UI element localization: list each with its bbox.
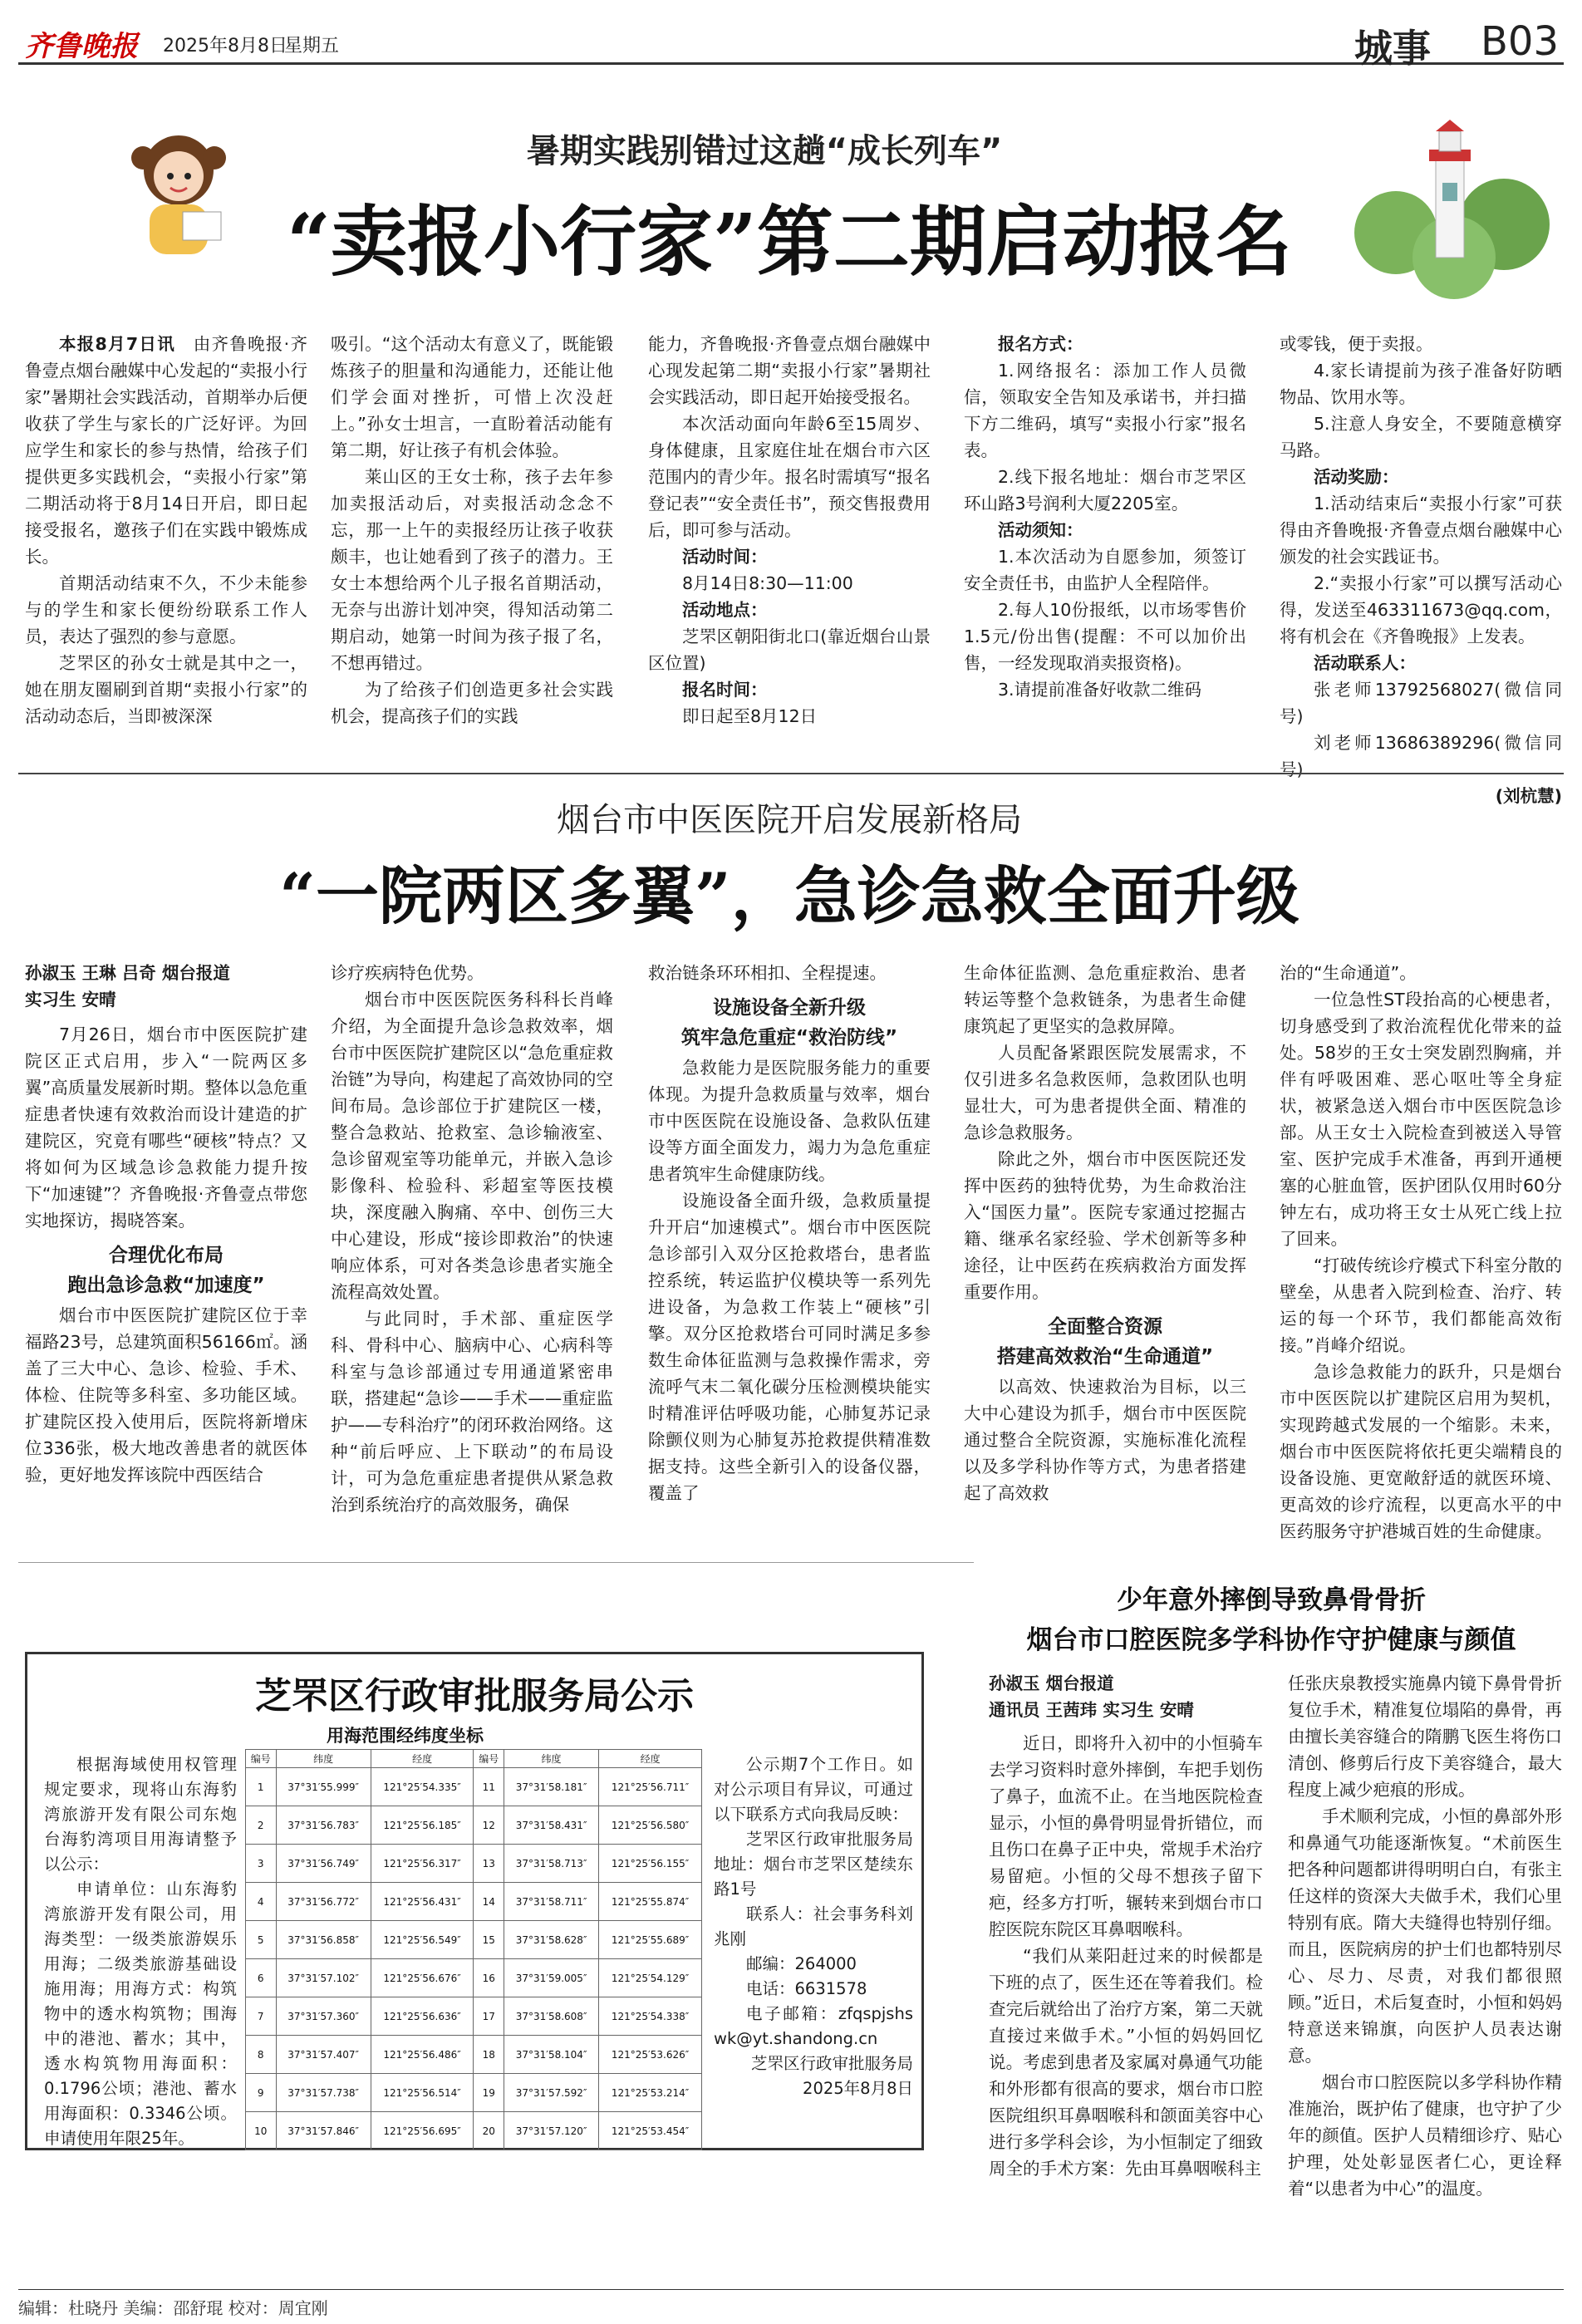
table-cell: 8: [246, 2036, 277, 2074]
article2-para: 急救能力是医院服务能力的重要体现。为提升急救质量与效率，烟台市中医医院在设施设备、急救队伍建设等方面全面发力，竭力为急危重症患者筑牢生命健康防线。: [648, 1058, 931, 1184]
table-row: [246, 1921, 702, 1959]
article1-para: 为了给孩子们创造更多社会实践机会，提高孩子们的实践: [331, 680, 613, 726]
table-cell: 4: [246, 1883, 277, 1921]
table-cell: 13: [474, 1845, 504, 1883]
article3-byline: 孙淑玉 烟台报道: [989, 1673, 1114, 1693]
table-cell: 18: [474, 2036, 504, 2074]
article3-para: 任张庆泉教授实施鼻内镜下鼻骨骨折复位手术，精准复位塌陷的鼻骨，再由擅长美容缝合的隋鹏飞医生将伤口清创、修剪后行皮下美容缝合，最大程度上减少疤痕的形成。: [1288, 1673, 1562, 1800]
table-cell: 37°31′58.104″: [504, 2036, 598, 2074]
article1-para: 芝罘区朝阳街北口(靠近烟台山景区位置): [648, 626, 931, 673]
article2-byline: 孙淑玉 王琳 吕奇 烟台报道: [25, 963, 230, 983]
table-row: [246, 2074, 702, 2112]
article1-para: 1.本次活动为自愿参加，须签订安全责任书，由监护人全程陪伴。: [964, 547, 1246, 593]
table-row: [246, 1997, 702, 2036]
article1-para: 1.网络报名：添加工作人员微信，领取安全告知及承诺书，并扫描下方二维码，填写“卖报小行家”报名表。: [964, 361, 1246, 460]
table-cell: 121°25′56.636″: [371, 1997, 474, 2036]
table-cell: 121°25′56.695″: [371, 2112, 474, 2150]
article2-para: 设施设备全面升级，急救质量提升开启“加速模式”。烟台市中医医院急诊部引入双分区抢救塔台，患者监控系统，转运监护仪模块等一系列先进设备，为急救工作装上“硬核”引擎。双分区抢救塔台可同时满足多参数生命体征监测与急救操作需求，旁流呼气末二氧化碳分压检测模块能实时精准评估呼吸功能，心肺复苏记录除颤仪则为心肺复苏抢救提供精准数据支持。这些全新引入的设备仪器，覆盖了: [648, 1191, 931, 1503]
article1-para: 3.请提前准备好收款二维码: [998, 680, 1202, 700]
article1-para: 即日起至8月12日: [682, 706, 818, 726]
table-cell: 37°31′58.713″: [504, 1845, 598, 1883]
notice-para: 电话：6631578: [746, 1979, 867, 1998]
article3-para: “我们从莱阳赶过来的时候都是下班的点了，医生还在等着我们。检查完后就给出了治疗方案，第二天就直接过来做手术。”小恒的妈妈回忆说。考虑到患者及家属对鼻通气功能和外形都有很高的要求，烟台市口腔医院组织耳鼻咽喉科和颌面美容中心进行多学科会诊，为小恒制定了细致周全的手术方案：先由耳鼻咽喉科主: [989, 1946, 1263, 2179]
article1-para: 张老师13792568027(微信同号): [1280, 680, 1562, 726]
article2-subhead: 合理优化布局: [109, 1245, 224, 1266]
table-row: [246, 1806, 702, 1845]
article1-column-5: [1280, 331, 1562, 806]
table-cell: 37°31′58.431″: [504, 1806, 598, 1845]
editor-credits: 编辑：杜晓丹 美编：邵舒琨 校对：周宜刚: [18, 2298, 328, 2318]
section-divider: [18, 1562, 974, 1563]
article3-para: 近日，即将升入初中的小恒骑车去学习资料时意外摔倒，车把手划伤了鼻子，血流不止。在当地医院检查显示，小恒的鼻骨明显骨折错位，而且伤口在鼻子正中央，常规手术治疗易留疤。小恒的父母不想孩子留下疤，经多方打听，辗转来到烟台市口腔医院东院区耳鼻咽喉科。: [989, 1733, 1263, 1939]
table-cell: 37°31′56.783″: [276, 1806, 371, 1845]
article2-title: “一院两区多翼”，急诊急救全面升级: [279, 859, 1300, 933]
article1-para: 2.“卖报小行家”可以撰写活动心得，发送至463311673@qq.com，将有机会在《齐鲁晚报》上发表。: [1280, 573, 1562, 646]
table-cell: 37°31′57.102″: [276, 1959, 371, 1997]
notice-date: 2025年8月8日: [803, 2079, 913, 2098]
table-row: [246, 1768, 702, 1806]
public-notice-box: [25, 1652, 924, 2150]
article2-para: 7月26日，烟台市中医医院扩建院区正式启用，步入“一院两区多翼”高质量发展新时期。整体以急危重症患者快速有效救治而设计建造的扩建院区，究竟有哪些“硬核”特点？又将如何为区域急诊急救能力提升按下“加速键”？齐鲁晚报·齐鲁壹点带您实地探访，揭晓答案。: [25, 1024, 307, 1231]
notice-para: 电子邮箱：zfqspjshswk@yt.shandong.cn: [714, 2004, 913, 2048]
lighthouse-illustration: [1363, 116, 1537, 283]
table-cell: 121°25′56.549″: [371, 1921, 474, 1959]
table-cell: 121°25′56.317″: [371, 1845, 474, 1883]
article2-para: 除此之外，烟台市中医医院还发挥中医药的独特优势，为生命救治注入“国医力量”。医院专家通过挖掘古籍、继承名家经验、学术创新等多种途径，让中医药在疾病救治方面发挥重要作用。: [964, 1149, 1246, 1302]
table-cell: 12: [474, 1806, 504, 1845]
article2-byline: 实习生 安晴: [25, 990, 116, 1010]
article1-para: 8月14日8:30—11:00: [682, 573, 853, 593]
article2-column-3: [648, 960, 931, 1558]
notice-table-title: 用海范围经纬度坐标: [327, 1726, 484, 1746]
article2-kicker: 烟台市中医医院开启发展新格局: [557, 801, 1022, 839]
table-cell: 3: [246, 1845, 277, 1883]
masthead: [18, 18, 1564, 71]
table-cell: 16: [474, 1959, 504, 1997]
notice-para: 邮编：264000: [746, 1954, 857, 1973]
notice-para: 芝罘区行政审批服务局地址：烟台市芝罘区楚续东路1号: [714, 1830, 913, 1899]
article2-para: 治的“生命通道”。: [1280, 963, 1417, 983]
notice-right-text: [714, 1752, 913, 2143]
table-header-cell: 纬度: [276, 1750, 371, 1768]
article2-para: 与此同时，手术部、重症医学科、骨科中心、脑病中心、心病科等科室与急诊部通过专用通道紧密串联，搭建起“急诊——手术——重症监护——专科治疗”的闭环救治网络。这种“前后呼应、上下联动”的布局设计，可为急危重症患者提供从紧急救治到系统治疗的高效服务，确保: [331, 1309, 613, 1515]
table-cell: 19: [474, 2074, 504, 2112]
article3-column-1: [989, 1670, 1263, 2285]
table-cell: 121°25′56.514″: [371, 2074, 474, 2112]
table-cell: 37°31′58.608″: [504, 1997, 598, 2036]
girl-illustration: [125, 125, 233, 258]
table-cell: 37°31′57.738″: [276, 2074, 371, 2112]
article2-para: 人员配备紧跟医院发展需求，不仅引进多名急救医师，急救团队也明显壮大，可为患者提供全面、精准的急诊急救服务。: [964, 1043, 1246, 1142]
article2-para: 急诊急救能力的跃升，只是烟台市中医医院以扩建院区启用为契机，实现跨越式发展的一个缩影。未来，烟台市中医医院将依托更尖端精良的设备设施、更宽敞舒适的就医环境、更高效的诊疗流程，以更高水平的中医药服务守护港城百姓的生命健康。: [1280, 1362, 1562, 1541]
article1-para: 芝罘区的孙女士就是其中之一，她在朋友圈刷到首期“卖报小行家”的活动动态后，当即被深深: [25, 653, 307, 726]
article1-column-4: [964, 331, 1246, 763]
table-cell: 6: [246, 1959, 277, 1997]
article2-column-1: [25, 960, 307, 1558]
article1-author: (刘杭慧): [1495, 786, 1562, 806]
table-header-cell: 编号: [474, 1750, 504, 1768]
table-cell: 10: [246, 2112, 277, 2150]
table-cell: 37°31′57.120″: [504, 2112, 598, 2150]
section-name: 城事: [1354, 26, 1431, 71]
article1-para: 能力，齐鲁晚报·齐鲁壹点烟台融媒中心现发起第二期“卖报小行家”暑期社会实践活动，即日起开始接受报名。: [648, 334, 931, 407]
article3-para: 烟台市口腔医院以多学科协作精准施治，既护佑了健康，也守护了少年的颜值。医护人员精细诊疗、贴心护理，处处彰显医者仁心，更诠释着“以患者为中心”的温度。: [1288, 2072, 1562, 2199]
table-cell: 121°25′56.486″: [371, 2036, 474, 2074]
article3-kicker: 少年意外摔倒导致鼻骨骨折: [1117, 1585, 1426, 1615]
table-cell: 121°25′56.580″: [599, 1806, 702, 1845]
section-divider: [18, 773, 1564, 774]
table-cell: 37°31′58.711″: [504, 1883, 598, 1921]
article1-subhead: 活动时间：: [682, 547, 768, 567]
notice-title: 芝罘区行政审批服务局公示: [255, 1675, 694, 1717]
table-cell: 17: [474, 1997, 504, 2036]
article1-column-1: [25, 331, 307, 763]
article3-title: 烟台市口腔医院多学科协作守护健康与颜值: [1026, 1625, 1516, 1655]
issue-date: 2025年8月8日: [163, 36, 287, 57]
article2-subhead: 搭建高效救治“生命通道”: [996, 1346, 1214, 1368]
table-cell: 121°25′56.155″: [599, 1845, 702, 1883]
table-row: [246, 2112, 702, 2150]
notice-left-text: [44, 1752, 237, 2148]
article2-para: “打破传统诊疗模式下科室分散的壁垒，从患者入院到检查、治疗、转运的每一个环节，我们都能高效衔接。”肖峰介绍说。: [1280, 1255, 1562, 1355]
table-cell: 9: [246, 2074, 277, 2112]
coordinates-table-body: [246, 1768, 702, 2150]
page-number: B03: [1480, 18, 1559, 65]
newspaper-logo: 齐鲁晚报: [25, 30, 138, 63]
table-row: [246, 1845, 702, 1883]
article2-para: 一位急性ST段抬高的心梗患者，切身感受到了救治流程优化带来的益处。58岁的王女士突发剧烈胸痛，并伴有呼吸困难、恶心呕吐等全身症状，被紧急送入烟台市中医医院急诊部。从王女士入院检查到被送入导管室、医护完成手术准备，再到开通梗塞的心脏血管，医护团队仅用时60分钟左右，成功将王女士从死亡线上拉了回来。: [1280, 990, 1562, 1249]
article1-subhead: 活动地点：: [682, 600, 768, 620]
notice-para: 公示期7个工作日。如对公示项目有异议，可通过以下联系方式向我局反映：: [714, 1755, 913, 1824]
table-cell: 20: [474, 2112, 504, 2150]
article1-subhead: 报名方式：: [998, 334, 1083, 354]
table-cell: 37°31′58.181″: [504, 1768, 598, 1806]
table-cell: 37°31′57.360″: [276, 1997, 371, 2036]
table-cell: 121°25′56.431″: [371, 1883, 474, 1921]
table-cell: 121°25′55.689″: [599, 1921, 702, 1959]
article2-para: 以高效、快速救治为目标，以三大中心建设为抓手，烟台市中医医院通过整合全院资源，实施标准化流程以及多学科协作等方式，为患者搭建起了高效救: [964, 1377, 1246, 1503]
table-cell: 2: [246, 1806, 277, 1845]
article2-para: 生命体征监测、急危重症救治、患者转运等整个急救链条，为患者生命健康筑起了更坚实的急救屏障。: [964, 963, 1246, 1036]
article2-subhead: 筑牢急危重症“救治防线”: [680, 1027, 898, 1049]
table-cell: 37°31′59.005″: [504, 1959, 598, 1997]
article1-subhead: 活动须知：: [998, 520, 1083, 540]
article1-para: 莱山区的王女士称，孩子去年参加卖报活动后，对卖报活动念念不忘，那一上午的卖报经历让孩子收获颇丰，也让她看到了孩子的潜力。王女士本想给两个儿子报名首期活动，无奈与出游计划冲突，得知活动第二期启动，她第一时间为孩子报了名，不想再错过。: [331, 467, 613, 673]
issue-weekday: 星期五: [284, 36, 340, 57]
notice-para: 联系人：社会事务科刘兆刚: [714, 1904, 913, 1948]
article3-column-2: [1288, 1670, 1562, 2285]
article1-title: “卖报小行家”第二期启动报名: [287, 197, 1292, 287]
table-cell: 37°31′57.592″: [504, 2074, 598, 2112]
article2-subhead: 全面整合资源: [1048, 1316, 1162, 1338]
article2-subhead: 跑出急诊急救“加速度”: [67, 1275, 265, 1296]
article3-para: 手术顺利完成，小恒的鼻部外形和鼻通气功能逐渐恢复。“术前医生把各种问题都讲得明明白白，有张主任这样的资深大夫做手术，我们心里特别有底。隋大夫缝得也特别仔细。而且，医院病房的护士们也都特别尽心、尽力、尽责，对我们都很照顾。”近日，术后复查时，小恒和妈妈特意送来锦旗，向医护人员表达谢意。: [1288, 1806, 1562, 2066]
article1-para: 5.注意人身安全，不要随意横穿马路。: [1280, 414, 1562, 460]
article1-subhead: 活动联系人：: [1314, 653, 1416, 673]
notice-signature: 芝罘区行政审批服务局: [750, 2054, 913, 2073]
table-cell: 15: [474, 1921, 504, 1959]
article2-para: 救治链条环环相扣、全程提速。: [648, 963, 887, 983]
article1-column-3: [648, 331, 931, 763]
footer-divider: [18, 2289, 1564, 2290]
article2-subhead: 设施设备全新升级: [713, 997, 866, 1019]
table-cell: 37°31′55.999″: [276, 1768, 371, 1806]
article1-para: 本报8月7日讯 由齐鲁晚报·齐鲁壹点烟台融媒中心发起的“卖报小行家”暑期社会实践活动，首期举办后便收获了学生与家长的广泛好评。为回应学生和家长的参与热情，给孩子们提供更多实践机会，“卖报小行家”第二期活动将于8月14日开启，即日起接受报名，邀孩子们在实践中锻炼成长。: [25, 334, 307, 567]
table-cell: 121°25′54.338″: [599, 1997, 702, 2036]
table-row: [246, 2036, 702, 2074]
article2-para: 烟台市中医医院扩建院区位于幸福路23号，总建筑面积56166㎡。涵盖了三大中心、急诊、检验、手术、体检、住院等多科室、多功能区域。扩建院区投入使用后，医院将新增床位336张，极大地改善患者的就医体验，更好地发挥该院中西医结合: [25, 1305, 307, 1485]
article1-kicker: 暑期实践别错过这趟“成长列车”: [526, 132, 1003, 170]
table-header-row: [246, 1750, 702, 1768]
article1-subhead: 报名时间：: [682, 680, 768, 700]
table-cell: 121°25′56.676″: [371, 1959, 474, 1997]
article1-para: 2.线下报名地址：烟台市芝罘区环山路3号润利大厦2205室。: [964, 467, 1246, 513]
table-cell: 37°31′56.772″: [276, 1883, 371, 1921]
article1-para: 吸引。“这个活动太有意义了，既能锻炼孩子的胆量和沟通能力，还能让他们学会面对挫折，可惜上次没赶上。”孙女士坦言，一直盼着活动能有第二期，好让孩子有机会体验。: [331, 334, 613, 460]
notice-para: 申请单位：山东海豹湾旅游开发有限公司，用海类型：一级类旅游娱乐用海；二级类旅游基础设施用海；用海方式：构筑物中的透水构筑物；围海中的港池、蓄水；其中，透水构筑物用海面积：0.1796公顷；港池、蓄水用海面积：0.3346公顷。申请使用年限25年。: [44, 1879, 237, 2148]
table-cell: 14: [474, 1883, 504, 1921]
table-cell: 1: [246, 1768, 277, 1806]
table-header-cell: 经度: [371, 1750, 474, 1768]
article2-column-5: [1280, 960, 1562, 1558]
table-cell: 37°31′57.846″: [276, 2112, 371, 2150]
article1-para: 2.每人10份报纸，以市场零售价1.5元/份出售(提醒：不可以加价出售，一经发现取消卖报资格)。: [964, 600, 1246, 673]
article1-column-2: [331, 331, 613, 763]
article2-column-2: [331, 960, 613, 1558]
table-cell: 121°25′53.454″: [599, 2112, 702, 2150]
table-cell: 121°25′54.129″: [599, 1959, 702, 1997]
article1-subhead: 活动奖励：: [1314, 467, 1399, 487]
table-row: [246, 1883, 702, 1921]
table-cell: 121°25′56.711″: [599, 1768, 702, 1806]
table-cell: 5: [246, 1921, 277, 1959]
table-header-cell: 编号: [246, 1750, 277, 1768]
table-cell: 37°31′57.407″: [276, 2036, 371, 2074]
table-row: [246, 1959, 702, 1997]
table-cell: 121°25′53.626″: [599, 2036, 702, 2074]
table-cell: 121°25′54.335″: [371, 1768, 474, 1806]
article3-byline: 通讯员 王茜玮 实习生 安晴: [989, 1700, 1194, 1720]
article1-para: 刘老师13686389296(微信同号): [1280, 733, 1562, 779]
article1-para: 或零钱，便于卖报。: [1280, 334, 1433, 354]
table-cell: 11: [474, 1768, 504, 1806]
article1-para: 本次活动面向年龄6至15周岁、身体健康，且家庭住址在烟台市六区范围内的青少年。报名时需填写“报名登记表”“安全责任书”，预交售报费用后，即可参与活动。: [648, 414, 931, 540]
article1-para: 首期活动结束不久，不少未能参与的学生和家长便纷纷联系工作人员，表达了强烈的参与意愿。: [25, 573, 307, 646]
table-cell: 37°31′56.749″: [276, 1845, 371, 1883]
article1-para: 1.活动结束后“卖报小行家”可获得由齐鲁晚报·齐鲁壹点烟台融媒中心颁发的社会实践证书。: [1280, 494, 1562, 567]
table-cell: 121°25′55.874″: [599, 1883, 702, 1921]
table-cell: 121°25′53.214″: [599, 2074, 702, 2112]
article2-para: 烟台市中医医院医务科科长肖峰介绍，为全面提升急诊急救效率，烟台市中医医院扩建院区以“急危重症救治链”为导向，构建起了高效协同的空间布局。急诊部位于扩建院区一楼，整合急救站、抢救室、急诊输液室、急诊留观室等功能单元，并嵌入急诊影像科、检验科、彩超室等医技模块，深度融入胸痛、卒中、创伤三大中心建设，形成“接诊即救治”的快速响应体系，可对各类急诊患者实施全流程高效处置。: [331, 990, 613, 1302]
article2-para: 诊疗疾病特色优势。: [331, 963, 484, 983]
table-cell: 7: [246, 1997, 277, 2036]
coordinates-table: [245, 1749, 702, 2150]
article1-para: 4.家长请提前为孩子准备好防晒物品、饮用水等。: [1280, 361, 1562, 407]
table-cell: 37°31′56.858″: [276, 1921, 371, 1959]
article2-column-4: [964, 960, 1246, 1558]
table-header-cell: 纬度: [504, 1750, 598, 1768]
table-cell: 121°25′56.185″: [371, 1806, 474, 1845]
table-cell: 37°31′58.628″: [504, 1921, 598, 1959]
notice-para: 根据海域使用权管理规定要求，现将山东海豹湾旅游开发有限公司东炮台海豹湾项目用海请整予以公示：: [44, 1755, 237, 1874]
table-header-cell: 经度: [599, 1750, 702, 1768]
